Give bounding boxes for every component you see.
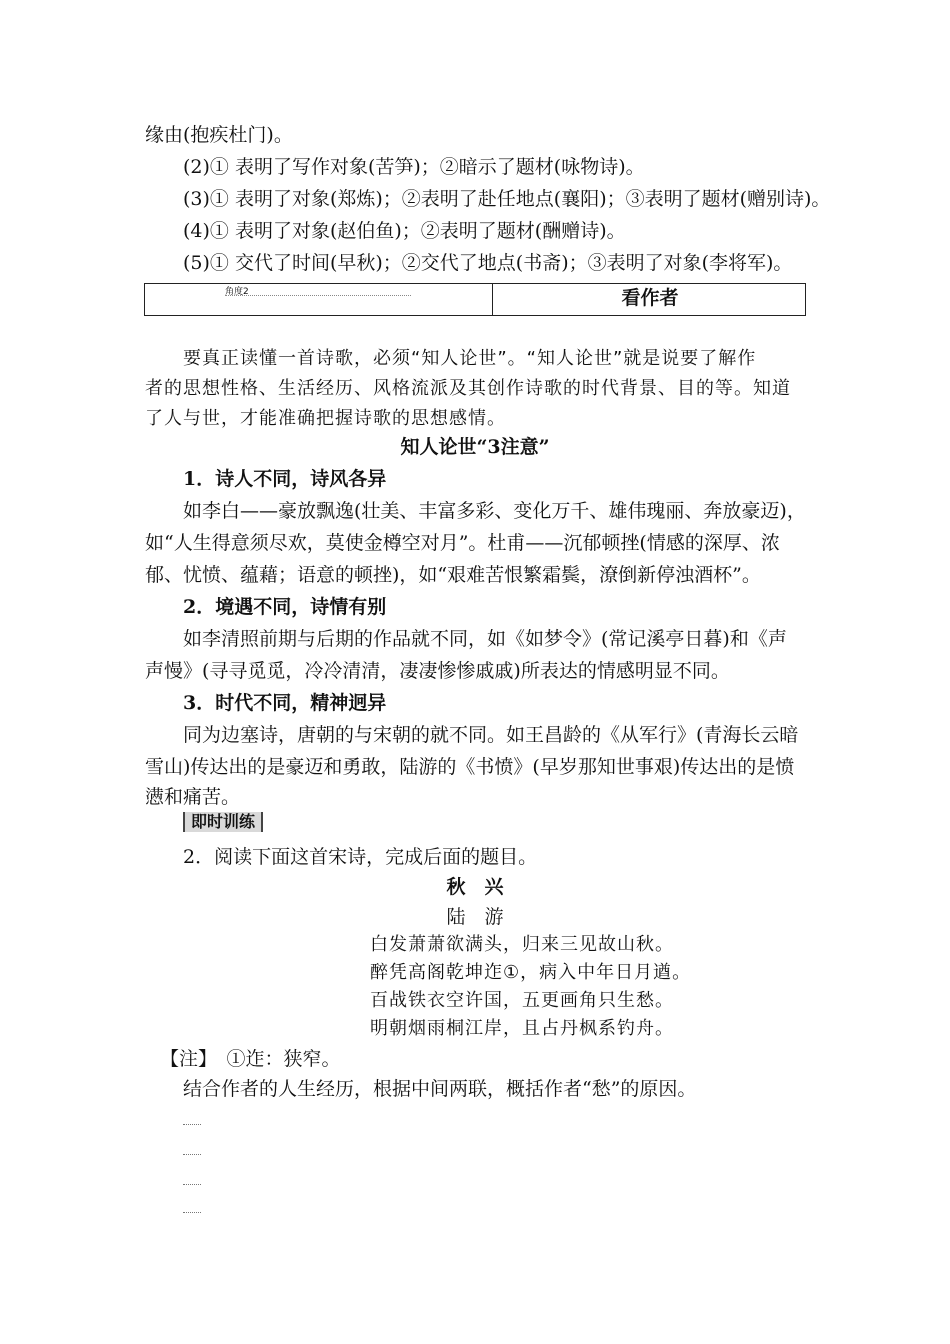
point-2-line-1: 如李清照前期与后期的作品就不同，如《如梦令》(常记溪亭日暮)和《声 <box>183 628 787 650</box>
answer-blank-2[interactable] <box>183 1154 201 1155</box>
intro-line-2: 者的思想性格、生活经历、风格流派及其创作诗歌的时代背景、目的等。知道 <box>145 378 791 399</box>
point-3-heading: 3．时代不同，精神迥异 <box>183 692 387 714</box>
point-1-line-2: 如“人生得意须尽欢，莫使金樽空对月”。杜甫——沉郁顿挫(情感的深厚、浓 <box>145 532 780 554</box>
point-1-line-1: 如李白——豪放飘逸(壮美、丰富多彩、变化万千、雄伟瑰丽、奔放豪迈)， <box>183 500 806 522</box>
tag-underline <box>225 295 411 296</box>
answer-line-2: (2)① 表明了写作对象(苦笋)；②暗示了题材(咏物诗)。 <box>183 156 645 178</box>
answer-line-3: (3)① 表明了对象(郑炼)；②表明了赴任地点(襄阳)；③表明了题材(赠别诗)。 <box>183 188 831 210</box>
poem-author: 陆 游 <box>446 906 504 928</box>
poem-line-3: 百战铁衣空许国，五更画角只生愁。 <box>370 990 674 1011</box>
exercise-question: 2．阅读下面这首宋诗，完成后面的题目。 <box>183 846 538 868</box>
answer-line-1: 缘由(抱疾杜门)。 <box>145 124 293 146</box>
answer-line-4: (4)① 表明了对象(赵伯鱼)；②表明了题材(酬赠诗)。 <box>183 220 626 242</box>
point-3-line-1: 同为边塞诗，唐朝的与宋朝的就不同。如王昌龄的《从军行》(青海长云暗 <box>183 724 799 746</box>
poem-line-1: 白发萧萧欲满头，归来三见故山秋。 <box>370 934 674 955</box>
poem-line-2: 醉凭高阁乾坤迮①，病入中年日月遒。 <box>370 962 692 983</box>
practice-badge: 即时训练 <box>183 812 263 832</box>
point-2-heading: 2．境遇不同，诗情有别 <box>183 596 387 618</box>
point-1-heading: 1．诗人不同，诗风各异 <box>183 468 387 490</box>
angle-tag: 角度2 <box>225 287 249 297</box>
intro-line-3: 了人与世，才能准确把握诗歌的思想感情。 <box>145 408 506 429</box>
section-header-table <box>144 283 806 316</box>
answer-blank-3[interactable] <box>183 1184 201 1185</box>
poem-title: 秋 兴 <box>446 876 504 898</box>
answer-blank-1[interactable] <box>183 1124 201 1125</box>
answer-blank-4[interactable] <box>183 1212 201 1213</box>
point-1-line-3: 郁、忧愤、蕴藉；语意的顿挫)，如“艰难苦恨繁霜鬓，潦倒新停浊酒杯”。 <box>145 564 761 586</box>
intro-line-1: 要真正读懂一首诗歌，必须“知人论世”。“知人论世”就是说要了解作 <box>183 348 757 369</box>
point-3-line-2: 雪山)传达出的是豪迈和勇敢，陆游的《书愤》(早岁那知世事艰)传达出的是愤 <box>145 756 795 778</box>
section-header-title: 看作者 <box>621 287 679 309</box>
exercise-prompt: 结合作者的人生经历，根据中间两联，概括作者“愁”的原因。 <box>183 1078 697 1100</box>
answer-line-5: (5)① 交代了时间(早秋)；②交代了地点(书斋)；③表明了对象(李将军)。 <box>183 252 793 274</box>
poem-note: 【注】 ①迮：狭窄。 <box>160 1048 341 1070</box>
table-divider <box>492 284 493 315</box>
poem-line-4: 明朝烟雨桐江岸，且占丹枫系钓舟。 <box>370 1018 674 1039</box>
section-title: 知人论世“3注意” <box>400 436 550 458</box>
point-3-line-3: 懑和痛苦。 <box>145 786 241 808</box>
point-2-line-2: 声慢》(寻寻觅觅，冷冷清清，凄凄惨惨戚戚)所表达的情感明显不同。 <box>145 660 730 682</box>
